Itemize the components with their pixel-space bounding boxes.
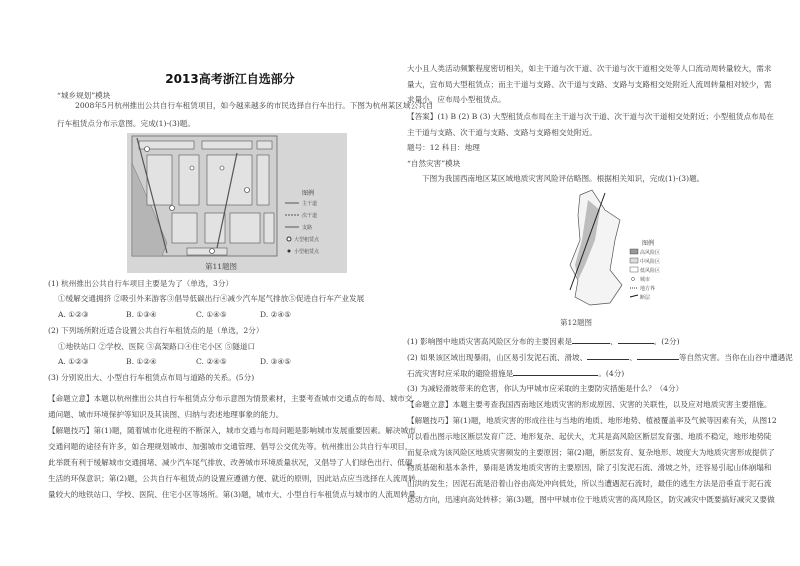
legend-boundary: 地方界	[640, 286, 656, 292]
separator: 、	[610, 337, 618, 346]
intro-line-2: 行车租赁点分布示意图。完成(1)-(3)题。	[57, 119, 195, 128]
nd-question-3: (3) 为减轻滑坡带来的危害，你认为甲城市应采取的主要防灾措施是什么？（4分）	[407, 384, 684, 393]
legend-high-risk: 高风险区	[640, 250, 661, 256]
question-1-stem: (1) 杭州推出公共自行车项目主要是为了（单选，3分）	[48, 279, 234, 288]
analysis-line: 【解题技巧】第(1)题，随着城市化进程的不断深入，城市交通与布局问题是影响城市发展重要因素。解决城市	[48, 426, 416, 435]
answer-blank[interactable]	[637, 352, 679, 360]
analysis-line: 运动方向，迅速向高处转移；第(3)题，图中甲城市位于地质灾害的高风险区，防灾减灾中既要搞好减灾又要做	[407, 495, 775, 504]
answer-blank[interactable]	[572, 336, 610, 344]
street-map-sketch	[127, 133, 347, 273]
legend-main-road: 主干道	[302, 201, 318, 207]
legend-medium-risk: 中风险区	[640, 259, 661, 265]
answer-blank[interactable]	[618, 336, 654, 344]
analysis-line: 交通问题的途径有许多，如合理规划城市、加强城市交通管理、倡导公交优先等。杭州推出公共自行车项目，	[48, 442, 413, 451]
legend-secondary-road: 次干道	[302, 213, 318, 219]
figure-12-caption: 第12题图	[560, 318, 593, 327]
nd-q2-text-cont: 等自然灾害。当你在山谷中遭遇泥	[678, 353, 793, 362]
legend-title: 图例	[642, 240, 655, 247]
q1-option-d: D. ②④⑤	[260, 310, 292, 319]
q1-option-a: A. ①②③	[58, 310, 89, 319]
nd-q1-score: 。(2分)	[653, 337, 680, 346]
figure-11-caption: 第11题图	[205, 262, 238, 271]
analysis-line: 【解题技巧】第(1)题，地质灾害的形成往往与当地的地质、地形地势、植被覆盖率及气候等因素有关，从图12	[407, 416, 777, 425]
geohazard-map-sketch	[560, 185, 670, 320]
question-3-stem: (3) 分别说出大、小型自行车租赁点布局与道路的关系。(5分)	[48, 373, 255, 382]
continuation-line: 求量小，应布局小型租赁点。	[407, 95, 506, 104]
nd-question-2-line-2	[407, 368, 624, 379]
analysis-line: 通问题、城市环境保护等知识及其读图、归纳与表述地理事象的能力。	[48, 410, 284, 419]
q1-option-c: C. ①④⑤	[196, 310, 227, 319]
nd-q1-text: (1) 影响图中地质灾害高风险区分布的主要因素是	[407, 337, 573, 346]
question-2-stem: (2) 下列场所附近适合设置公共自行车租赁点的是（单选，2分）	[48, 326, 264, 335]
answer-blank[interactable]	[513, 368, 598, 376]
analysis-line: 此举既有利于缓解城市交通拥堵、减少汽车尾气排放、改善城市环境质量状况，又倡导了人们绿色出行、低碳	[48, 458, 413, 467]
page-title: 2013高考浙江自选部分	[165, 72, 295, 86]
q2-option-d: D. ③④⑤	[260, 357, 292, 366]
natural-disaster-intro: 下图为我国西南地区某区域地质灾害风险评估略图。根据相关知识，完成(1)-(3)题。	[422, 174, 705, 183]
answer-blank[interactable]	[587, 352, 629, 360]
separator: 、	[629, 353, 637, 362]
nd-q2-text-2: 石流灾害时应采取的避险措施是	[407, 369, 514, 378]
nd-q2-text: (2) 如果该区域出现暴雨，山区易引发泥石流、滑坡、	[407, 353, 588, 362]
q1-option-b: B. ①③④	[126, 310, 157, 319]
analysis-line: 【命题立意】本题以杭州推出公共自行车租赁点分布示意图为情景素材，主要考查城市交通点的布局、城市交	[48, 394, 413, 403]
question-2-items: ①地铁站口 ②学校、医院 ③高架路口④住宅小区 ⑤隧道口	[58, 342, 256, 351]
analysis-line: 量较大的地铁站口、学校、医院、住宅小区等场所。第(3)题，城市大、小型自行车租赁点与城市的人流周转量	[48, 490, 416, 499]
figure-12-geohazard-map	[560, 185, 670, 330]
q2-option-a: A. ①②③	[58, 357, 89, 366]
analysis-line: 生活的环保意识；第(2)题，公共自行车租赁点的设置应遵循方便、就近的原则，因此站点应当选择在人流周转	[48, 474, 416, 483]
module-heading-urban-planning: “城乡规划”模块	[57, 91, 111, 100]
figure-11-bike-rental-map	[127, 133, 347, 273]
q2-option-c: C. ②④⑤	[196, 357, 227, 366]
legend-fault: 断层	[640, 295, 651, 301]
analysis-line: 【命题立意】本题主要考查我国西南地区地质灾害的形成原因、灾害的关联性，以及应对地质灾害主要措施。	[407, 400, 772, 409]
legend-small-rental: 小型租赁点	[294, 249, 320, 255]
legend-title: 图例	[302, 190, 315, 197]
continuation-line: 量大，宜布局大型租赁点；而主干道与支路、次干道与支路、支路与支路相交处附近人流周转量相对较少，需	[407, 80, 772, 89]
module-heading-natural-disaster: “自然灾害”模块	[407, 159, 461, 168]
analysis-line: 可以看出图示地区断层发育广泛、地形复杂、起伏大，尤其是高风险区断层发育强、地质不稳定，地形地势陡	[407, 432, 772, 441]
continuation-line: 大小且人类活动频繁程度密切相关，如主干道与次干道、次干道与次干道相交处等人口流动周转量较大，需求	[407, 64, 772, 73]
question-number-subject: 题号：12 科目：地理	[407, 143, 480, 152]
legend-low-risk: 低风险区	[640, 268, 661, 274]
nd-q2-score: 。(4分)	[598, 369, 625, 378]
analysis-line: 物质基础和基本条件，暴雨是诱发地质灾害的主要原因，除了引发泥石流、滑坡之外，还容易引起山体崩塌和	[407, 463, 772, 472]
legend-large-rental: 大型租赁点	[294, 237, 320, 243]
analysis-line: 山洪的发生；因泥石流是沿着山谷由高处冲向低处，所以当遭遇泥石流时，最佳的逃生方法是沿垂直于泥石流	[407, 479, 772, 488]
analysis-line: 而复杂成为该风险区地质灾害频发的主要原因；第(2)题，断层发育、复杂地形、坡度大为地质灾害形成提供了	[407, 448, 775, 457]
intro-line-1: 2008年5月杭州推出公共自行车租赁项目，如今越来越多的市民选择自行车出行。下图为杭州某区域公共自	[75, 101, 434, 110]
nd-question-2	[407, 352, 793, 363]
legend-city: 城市	[640, 277, 651, 283]
question-1-items: ①缓解交通拥挤 ②吸引外来游客③倡导低碳出行④减少汽车尾气排放⑤促进自行车产业发展	[58, 294, 365, 303]
q2-option-b: B. ①②④	[126, 357, 157, 366]
nd-question-1	[407, 336, 680, 347]
answer-line: 【答案】(1) B (2) B (3) 大型租赁点布局在主干道与次干道、次干道与次干道相交处附近；小型租赁点布局在	[407, 112, 774, 121]
legend-branch-road: 支路	[302, 225, 313, 231]
answer-line: 主干道与支路、次干道与支路、支路与支路相交处附近。	[407, 128, 597, 137]
